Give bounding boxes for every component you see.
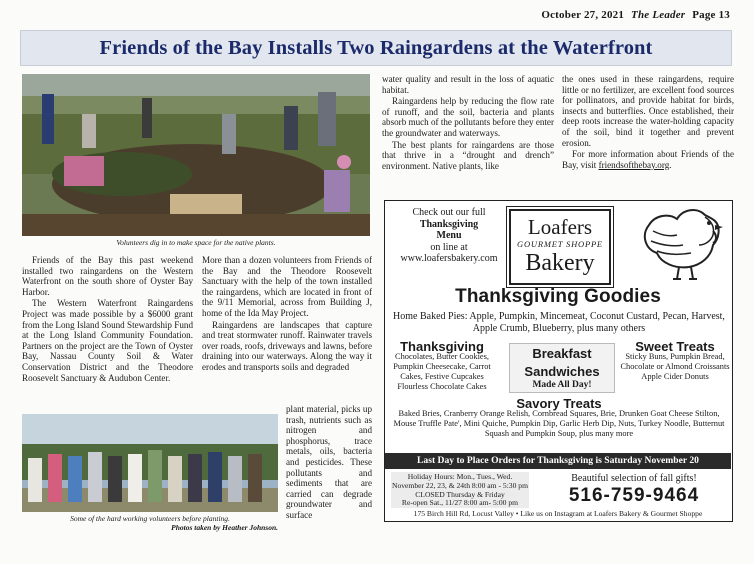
- fall-gifts-text: Beautiful selection of fall gifts!: [571, 473, 697, 484]
- loafers-bakery-ad: [384, 200, 733, 522]
- article-column-2-continued: [286, 404, 372, 522]
- breakfast-title-line2: Sandwiches: [524, 363, 600, 379]
- article-headline: Friends of the Bay Installs Two Raingardens at the Waterfront: [99, 36, 653, 59]
- order-deadline-banner: Last Day to Place Orders for Thanksgiving is Saturday November 20: [385, 453, 731, 469]
- paragraph: the ones used in these raingardens, require little or no fertilizer, are excellent food sources for pollinators, and provide habitat for birds, insects and butterflies. Once established, their deep roots increase the water-holding capacity of the soil, bind it together and prevent erosion.: [562, 74, 734, 148]
- breakfast-title-line1: Breakfast: [532, 346, 592, 361]
- headline-bar: [20, 30, 732, 66]
- publication-name: The Leader: [631, 9, 686, 21]
- breakfast-sandwiches-box: [509, 343, 615, 393]
- hours-line: CLOSED Thursday & Friday: [415, 489, 505, 499]
- section-items: Sticky Buns, Pumpkin Bread, Chocolate or Almond Croissants Apple Cider Donuts: [620, 352, 730, 381]
- section-items: Chocolates, Butter Cookies, Pumpkin Cheesecake, Carrot Cakes, Festive Cupcakes Flourless Chocolate Cakes: [393, 352, 491, 391]
- logo-name: Loafers: [527, 215, 593, 239]
- check-out-text: Check out our full: [412, 207, 486, 218]
- online-at-text: on line at: [430, 241, 468, 253]
- paragraph: water quality and result in the loss of aquatic habitat.: [382, 74, 554, 95]
- hours-line: Re-open Sat., 11/27 8:00 am- 5:00 pm: [401, 498, 519, 508]
- ad-title: Thanksgiving Goodies: [455, 286, 661, 307]
- page-number: Page 13: [692, 9, 730, 21]
- article-column-4: [562, 74, 734, 171]
- friends-of-the-bay-link[interactable]: friendsofthebay.org: [598, 159, 670, 170]
- section-items: Baked Bries, Cranberry Orange Relish, Cornbread Squares, Brie, Drunken Goat Cheese Stilton, Mouse Truffle Pate', Mini Quiche, Pumpkin Dip, Garlic Herb Dip, Nuts, Turkey Noodle, Butternut Squash and Pumpkin Soup, plus many more: [393, 409, 725, 438]
- more-info-text: For more information about Friends of the Bay, visit: [562, 149, 734, 170]
- paragraph: The best plants for raingardens are those that thrive in a “drought and drench” environment. Native plants, like: [382, 139, 554, 171]
- hours-line: Holiday Hours: Mon., Tues., Wed.: [407, 472, 513, 481]
- photo2-caption: Some of the hard working volunteers before planting.: [70, 514, 230, 523]
- online-menu-notice: [389, 207, 509, 265]
- issue-date: October 27, 2021: [541, 9, 625, 21]
- paragraph: plant material, picks up trash, nutrients such as nitrogen and phosphorus, trace metals, oils, bacteria and pesticides. These pollutants and sediments that are carried can degrade groundwater and surface: [286, 404, 372, 520]
- page-masthead: [380, 9, 730, 21]
- paragraph: Friends of the Bay this past weekend installed two raingardens on the Western Waterfront on the south shore of Oyster Bay Harbor.: [22, 255, 193, 297]
- volunteers-digging-photo: [22, 74, 370, 236]
- logo-bakery: Bakery: [525, 250, 595, 276]
- paragraph: [562, 149, 734, 170]
- photo-credit: Photos taken by Heather Johnson.: [171, 523, 278, 532]
- breakfast-subtitle: Made All Day!: [532, 380, 592, 390]
- paragraph: The Western Waterfront Raingardens Project was made possible by a $6000 grant from the Long Island Sound Stewardship Fund at the Long Island Community Foundation. Partners on the project are the Town of Oyster Bay, Nassau County Soil & Water Conservation District and the Theodore Roosevelt Sanctuary & Audubon Center.: [22, 298, 193, 383]
- holiday-hours-box: [391, 472, 529, 508]
- turkey-icon: [635, 205, 727, 283]
- section-heading: Sweet Treats: [635, 339, 715, 354]
- ad-address-footer: 175 Birch Hill Rd, Locust Valley • Like us on Instagram at Loafers Bakery & Gourmet Shoppe: [413, 509, 703, 518]
- article-column-1: [22, 255, 193, 384]
- phone-number: 516-759-9464: [568, 485, 700, 506]
- thanksgiving-word: Thanksgiving: [419, 218, 479, 230]
- photo1-caption: Volunteers dig in to make space for the native plants.: [116, 238, 276, 247]
- loafers-logo: [509, 209, 611, 285]
- sentence-end: .: [669, 159, 672, 170]
- thanksgiving-section: [387, 339, 497, 392]
- paragraph: More than a dozen volunteers from Friends of the Bay and the Theodore Roosevelt Sanctuary with the help of the town installed the raingardens, which are located in front of the 9/11 Memorial, across from Building J, home of the Ida May Project.: [202, 255, 372, 318]
- hours-line: November 22, 23, & 24th 8:00 am - 5:30 pm: [391, 480, 529, 490]
- savory-treats-section: [389, 396, 729, 439]
- article-column-3: [382, 74, 554, 172]
- bakery-website-link[interactable]: www.loafersbakery.com: [400, 253, 498, 264]
- sweet-treats-section: [619, 339, 731, 382]
- pies-list: Home Baked Pies: Apple, Pumpkin, Mincemeat, Coconut Custard, Pecan, Harvest, Apple Crumb, Blueberry, plus many others: [393, 311, 725, 334]
- section-heading: Savory Treats: [516, 396, 602, 411]
- paragraph: Raingardens are landscapes that capture and treat stormwater runoff. Rainwater travels over roads, roofs, driveways and lawns, before draining into our waterways. Along the way it erodes and transports soils and degraded: [202, 319, 372, 372]
- volunteers-group-photo: [22, 414, 278, 512]
- article-column-2: [202, 255, 372, 374]
- logo-subtitle: GOURMET SHOPPE: [517, 239, 603, 249]
- menu-word: Menu: [436, 230, 462, 241]
- paragraph: Raingardens help by reducing the flow rate of runoff, and the soil, bacteria and plants absorb much of the pollutants before they enter the groundwater and waterways.: [382, 96, 554, 138]
- section-heading: Thanksgiving: [400, 339, 484, 354]
